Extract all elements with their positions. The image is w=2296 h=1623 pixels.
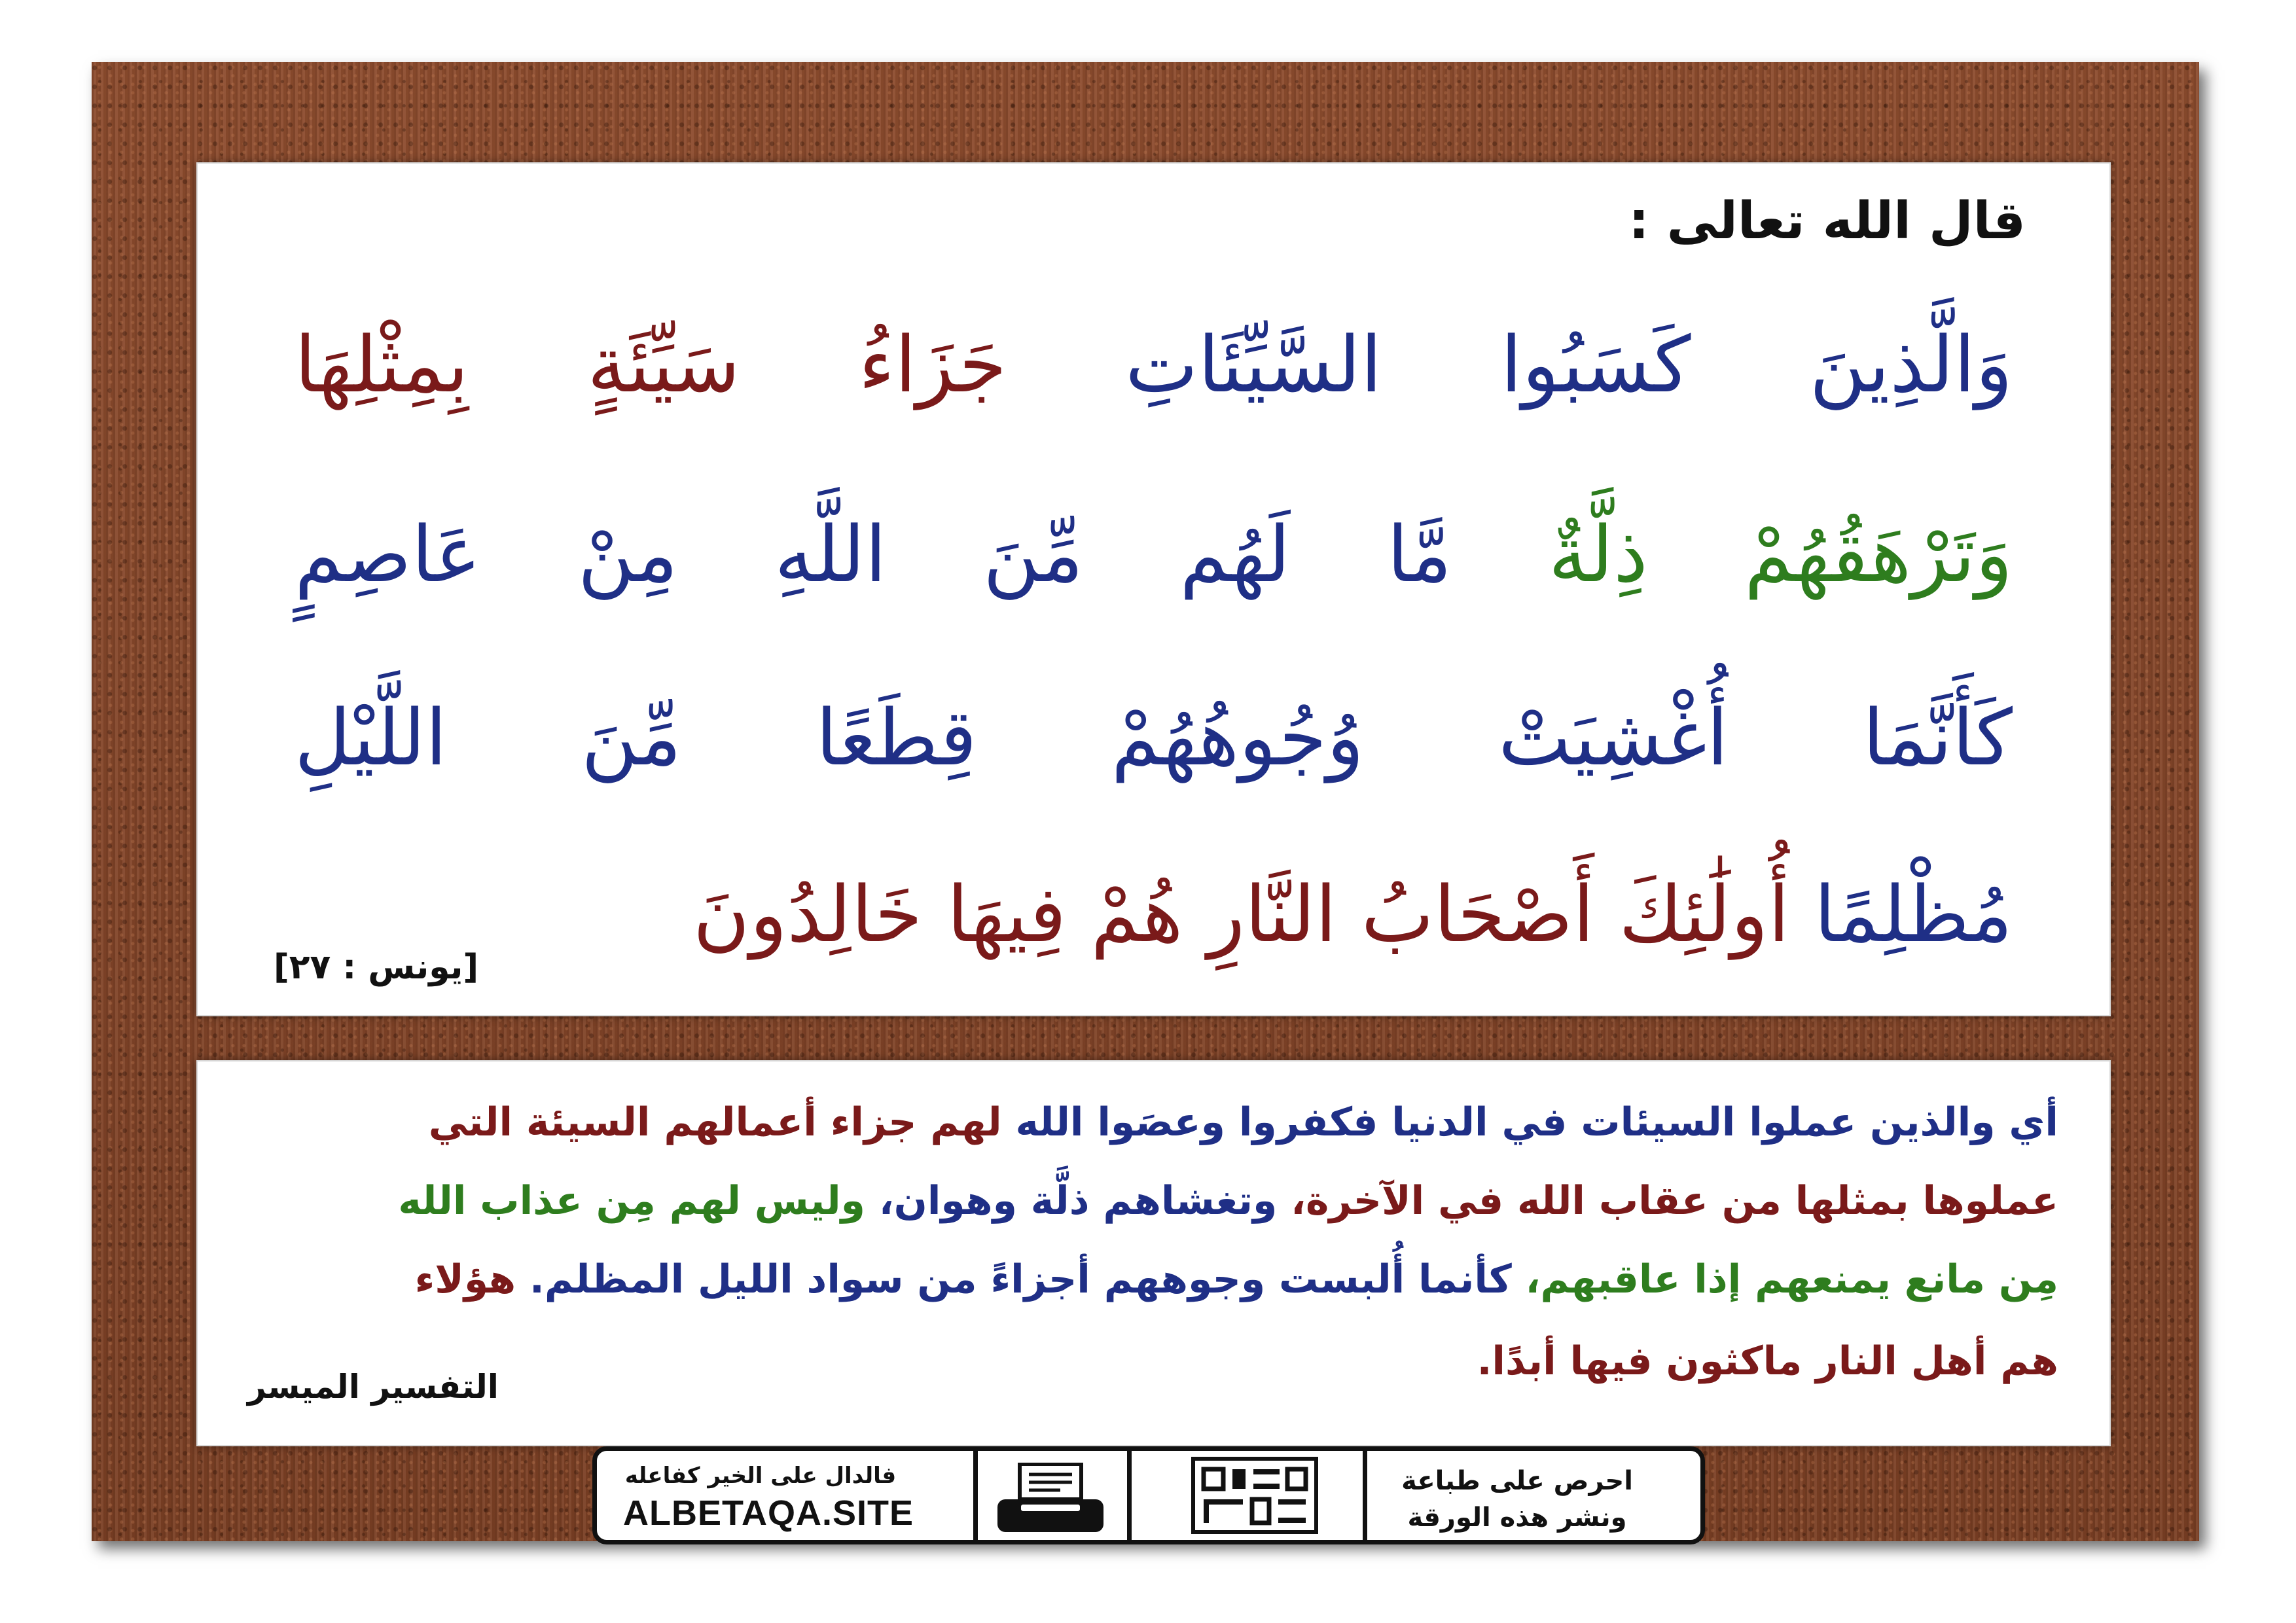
footer-site-link[interactable]: ALBETAQA.SITE (623, 1493, 914, 1533)
text-segment: وتغشاهم ذلَّة وهوان، (878, 1178, 1291, 1224)
text-segment: لهم جزاء أعمالهم السيئة التي (428, 1099, 1016, 1145)
text-segment: أُولَٰئِكَ أَصْحَابُ النَّارِ هُمْ فِيهَا خَالِدُونَ (692, 869, 1814, 959)
footer-print-note (1360, 1463, 1674, 1536)
verse-panel (196, 162, 2111, 1016)
footer-site-block (623, 1457, 914, 1533)
text-segment: هؤلاء (414, 1257, 530, 1302)
verse-line-2 (295, 509, 2013, 599)
text-segment: وليس لهم مِن عذاب الله (398, 1178, 879, 1224)
verse-line-3 (295, 692, 2013, 783)
verse-intro: قال الله تعالى : (1628, 192, 2026, 251)
text-segment: وَتَرْهَقُهُمْ ذِلَّةٌ (1548, 509, 2013, 599)
tafsir-line-1 (429, 1099, 2058, 1145)
text-segment: مَّا لَهُم مِّنَ اللَّهِ مِنْ عَاصِمٍ (295, 509, 1549, 599)
verse-reference: [يونس : ٢٧] (274, 948, 479, 987)
tafsir-panel (196, 1060, 2111, 1446)
text-segment: مِن مانع يمنعهم إذا عاقبهم، (1525, 1257, 2058, 1302)
dawah-logo-icon (1189, 1456, 1320, 1535)
verse-line-4 (295, 869, 2013, 959)
tafsir-line-3 (415, 1257, 2058, 1302)
footer-divider (1127, 1451, 1132, 1540)
text-segment: هم أهل النار ماكثون فيها أبدًا. (1477, 1338, 2058, 1384)
footer-print-line-1: احرص على طباعة (1401, 1466, 1633, 1496)
text-segment: وَالَّذِينَ كَسَبُوا السَّيِّئَاتِ (1125, 319, 2013, 410)
footer-divider (973, 1451, 978, 1540)
footer-print-line-2: ونشر هذه الورقة (1407, 1503, 1627, 1533)
printer-icon (995, 1463, 1106, 1535)
text-segment: أي والذين عملوا السيئات في الدنيا فكفروا وعصَوا الله (1015, 1099, 2058, 1145)
tafsir-source: التفسير الميسر (247, 1368, 499, 1406)
text-segment: كأنما أُلبست وجوههم أجزاءً من سواد الليل المظلم. (529, 1257, 1526, 1302)
text-segment: جَزَاءُ سَيِّئَةٍ بِمِثْلِهَا (295, 319, 1126, 410)
verse-line-1 (295, 319, 2013, 410)
text-segment: كَأَنَّمَا أُغْشِيَتْ وُجُوهُهُمْ قِطَعًا مِّنَ اللَّيْلِ (295, 692, 2013, 783)
footer-banner (592, 1446, 1705, 1544)
tafsir-line-2 (398, 1178, 2058, 1224)
tafsir-line-4 (1477, 1338, 2058, 1384)
text-segment: مُظْلِمًا (1814, 869, 2013, 959)
text-segment: عملوها بمثلها من عقاب الله في الآخرة، (1291, 1178, 2058, 1224)
footer-motto: فالدال على الخير كفاعله (624, 1463, 897, 1489)
